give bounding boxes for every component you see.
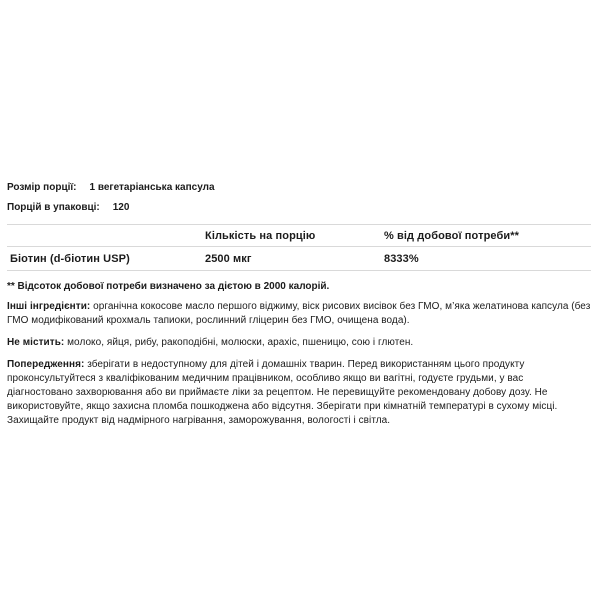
nutrient-name: Біотин (d-біотин USP): [10, 252, 130, 265]
servings-per-container-value: 120: [112, 202, 130, 213]
nutrient-row-biotin: [7, 247, 591, 271]
serving-size-value: 1 вегетаріанська капсула: [89, 182, 215, 193]
warnings-paragraph: [7, 358, 591, 428]
daily-value-footnote: ** Відсоток добової потреби визначено за дієтою в 2000 калорій.: [7, 281, 330, 292]
other-ingredients-text: органічна кокосове масло першого віджиму, віск рисових висівок без ГМО, м’яка желатинова капсула (без ГМО модифікований крохмаль тапиоки, рослинний гліцерин без ГМО, очищена вода).: [7, 301, 591, 326]
other-ingredients-paragraph: [7, 300, 591, 328]
nutrient-amount: 2500 мкг: [205, 252, 252, 265]
other-ingredients-label: Інші інгредієнти:: [7, 301, 91, 312]
supplement-facts-table: [7, 224, 591, 271]
serving-size-row: [7, 181, 591, 195]
column-header-daily-value: % від добової потреби**: [384, 229, 519, 242]
column-header-amount-per-serving: Кількість на порцію: [205, 229, 316, 242]
table-header-row: [7, 225, 591, 247]
warnings-text: зберігати в недоступному для дітей і домашніх тварин. Перед використанням цього продукту проконсультуйтеся з кваліфікованим медичним працівником, особливо якщо ви вагітні, годуєте грудьми, у вас діагностовано захворювання або ви приймаєте ліки за рецептом. Не перевищуйте рекомендовану добову дозу. Не використовуйте, якщо захисна пломба пошкоджена або відсутня. Зберігати при кімнатній температурі в сухому місці. Захищайте продукт від надмірного нагрівання, заморожування, вологості і світла.: [7, 359, 558, 426]
nutrient-daily-value: 8333%: [384, 252, 419, 265]
does-not-contain-text: молоко, яйця, рибу, ракоподібні, молюски, арахіс, пшеницю, сою і глютен.: [67, 337, 414, 348]
servings-per-container-label: Порцій в упаковці:: [7, 202, 100, 213]
warnings-label: Попередження:: [7, 359, 85, 370]
serving-size-label: Розмір порції:: [7, 182, 77, 193]
does-not-contain-paragraph: [7, 336, 591, 350]
servings-per-container-row: [7, 201, 591, 215]
does-not-contain-label: Не містить:: [7, 337, 65, 348]
